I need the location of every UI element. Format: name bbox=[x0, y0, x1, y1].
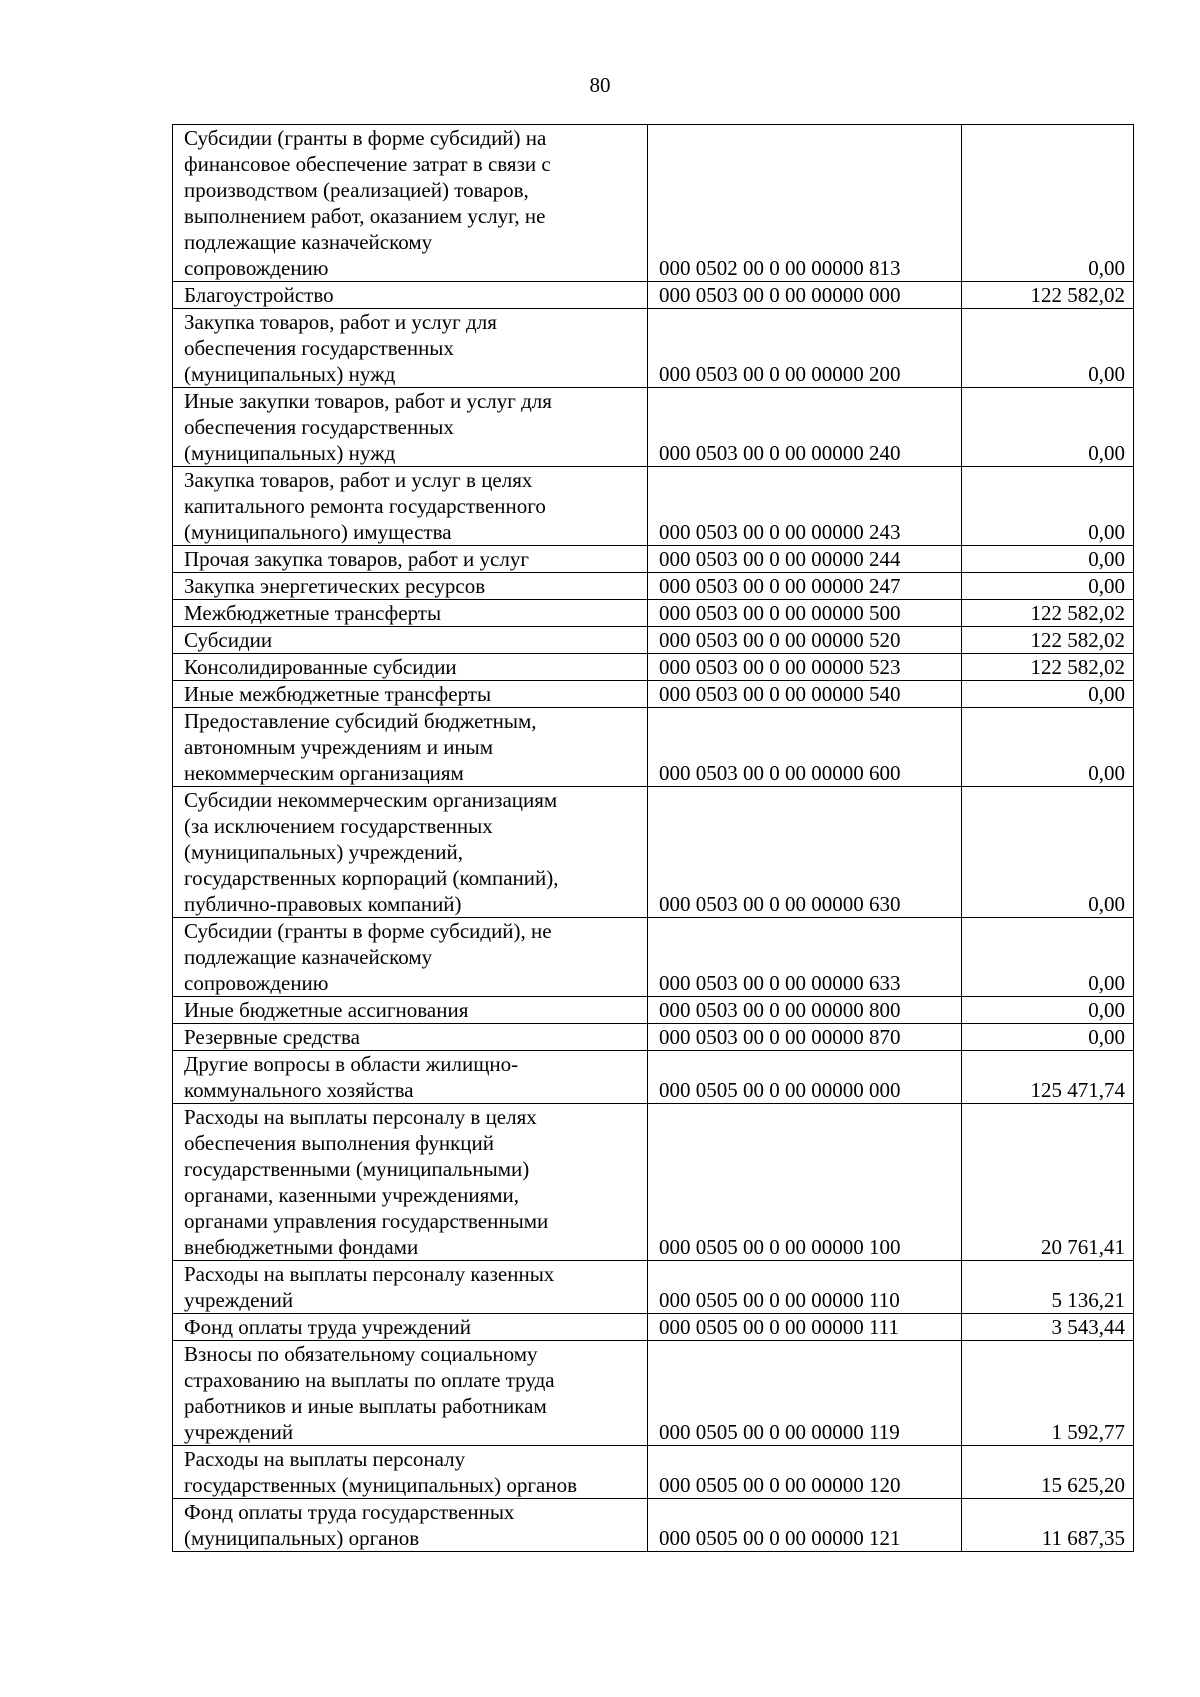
row-name-cell: Иные закупки товаров, работ и услуг для обеспечения государственных (муниципальных) нужд bbox=[173, 388, 648, 467]
table-body bbox=[173, 125, 1134, 1552]
row-amount-cell: 0,00 bbox=[962, 918, 1134, 997]
table-row bbox=[173, 125, 1134, 282]
row-amount-cell: 0,00 bbox=[962, 467, 1134, 546]
row-code-cell: 000 0503 00 0 00 00000 630 bbox=[648, 787, 962, 918]
row-amount-cell: 0,00 bbox=[962, 573, 1134, 600]
row-amount-cell: 0,00 bbox=[962, 546, 1134, 573]
table-row bbox=[173, 627, 1134, 654]
row-code-cell: 000 0503 00 0 00 00000 200 bbox=[648, 309, 962, 388]
table-row bbox=[173, 1024, 1134, 1051]
table-row bbox=[173, 309, 1134, 388]
row-code-cell: 000 0503 00 0 00 00000 247 bbox=[648, 573, 962, 600]
row-code-cell: 000 0503 00 0 00 00000 870 bbox=[648, 1024, 962, 1051]
page-number: 80 bbox=[589, 73, 611, 97]
row-amount-cell: 122 582,02 bbox=[962, 627, 1134, 654]
row-name-cell: Предоставление субсидий бюджетным, автономным учреждениям и иным некоммерческим организациям bbox=[173, 708, 648, 787]
row-amount-cell: 20 761,41 bbox=[962, 1104, 1134, 1261]
table-row bbox=[173, 1051, 1134, 1104]
row-code-cell: 000 0503 00 0 00 00000 633 bbox=[648, 918, 962, 997]
row-name-cell: Резервные средства bbox=[173, 1024, 648, 1051]
row-amount-cell: 15 625,20 bbox=[962, 1446, 1134, 1499]
row-code-cell: 000 0503 00 0 00 00000 500 bbox=[648, 600, 962, 627]
row-amount-cell: 11 687,35 bbox=[962, 1499, 1134, 1552]
row-amount-cell: 0,00 bbox=[962, 388, 1134, 467]
row-amount-cell: 0,00 bbox=[962, 997, 1134, 1024]
row-name-cell: Межбюджетные трансферты bbox=[173, 600, 648, 627]
row-amount-cell: 3 543,44 bbox=[962, 1314, 1134, 1341]
table-row bbox=[173, 787, 1134, 918]
row-name-cell: Другие вопросы в области жилищно- коммунального хозяйства bbox=[173, 1051, 648, 1104]
table-row bbox=[173, 282, 1134, 309]
row-code-cell: 000 0502 00 0 00 00000 813 bbox=[648, 125, 962, 282]
row-name-cell: Прочая закупка товаров, работ и услуг bbox=[173, 546, 648, 573]
row-name-cell: Консолидированные субсидии bbox=[173, 654, 648, 681]
row-code-cell: 000 0505 00 0 00 00000 120 bbox=[648, 1446, 962, 1499]
row-code-cell: 000 0505 00 0 00 00000 119 bbox=[648, 1341, 962, 1446]
row-amount-cell: 122 582,02 bbox=[962, 282, 1134, 309]
row-amount-cell: 0,00 bbox=[962, 708, 1134, 787]
table-row bbox=[173, 600, 1134, 627]
row-name-cell: Иные межбюджетные трансферты bbox=[173, 681, 648, 708]
row-code-cell: 000 0505 00 0 00 00000 000 bbox=[648, 1051, 962, 1104]
row-code-cell: 000 0503 00 0 00 00000 523 bbox=[648, 654, 962, 681]
table-row bbox=[173, 573, 1134, 600]
table-row bbox=[173, 388, 1134, 467]
row-name-cell: Субсидии (гранты в форме субсидий) на финансовое обеспечение затрат в связи с производством (реализацией) товаров, выполнением работ, оказанием услуг, не подлежащие казначейскому сопровождению bbox=[173, 125, 648, 282]
row-name-cell: Фонд оплаты труда государственных (муниципальных) органов bbox=[173, 1499, 648, 1552]
table-row bbox=[173, 997, 1134, 1024]
row-amount-cell: 0,00 bbox=[962, 681, 1134, 708]
row-amount-cell: 122 582,02 bbox=[962, 600, 1134, 627]
row-code-cell: 000 0503 00 0 00 00000 800 bbox=[648, 997, 962, 1024]
row-code-cell: 000 0503 00 0 00 00000 520 bbox=[648, 627, 962, 654]
row-code-cell: 000 0505 00 0 00 00000 121 bbox=[648, 1499, 962, 1552]
row-amount-cell: 1 592,77 bbox=[962, 1341, 1134, 1446]
table-row bbox=[173, 546, 1134, 573]
row-code-cell: 000 0503 00 0 00 00000 240 bbox=[648, 388, 962, 467]
row-code-cell: 000 0503 00 0 00 00000 600 bbox=[648, 708, 962, 787]
row-amount-cell: 5 136,21 bbox=[962, 1261, 1134, 1314]
row-name-cell: Расходы на выплаты персоналу в целях обеспечения выполнения функций государственными (муниципальными) органами, казенными учреждениями, органами управления государственными внебюджетными фондами bbox=[173, 1104, 648, 1261]
table-row bbox=[173, 1341, 1134, 1446]
row-code-cell: 000 0503 00 0 00 00000 000 bbox=[648, 282, 962, 309]
row-amount-cell: 0,00 bbox=[962, 125, 1134, 282]
row-amount-cell: 0,00 bbox=[962, 309, 1134, 388]
table-row bbox=[173, 1261, 1134, 1314]
table-row bbox=[173, 681, 1134, 708]
row-name-cell: Фонд оплаты труда учреждений bbox=[173, 1314, 648, 1341]
row-amount-cell: 0,00 bbox=[962, 1024, 1134, 1051]
table-row bbox=[173, 1104, 1134, 1261]
table-row bbox=[173, 467, 1134, 546]
row-amount-cell: 122 582,02 bbox=[962, 654, 1134, 681]
row-name-cell: Субсидии некоммерческим организациям (за исключением государственных (муниципальных) учреждений, государственных корпораций (компаний), публично-правовых компаний) bbox=[173, 787, 648, 918]
table-row bbox=[173, 918, 1134, 997]
table-row bbox=[173, 1314, 1134, 1341]
row-name-cell: Взносы по обязательному социальному страхованию на выплаты по оплате труда работников и иные выплаты работникам учреждений bbox=[173, 1341, 648, 1446]
row-code-cell: 000 0503 00 0 00 00000 244 bbox=[648, 546, 962, 573]
table-row bbox=[173, 708, 1134, 787]
row-code-cell: 000 0505 00 0 00 00000 100 bbox=[648, 1104, 962, 1261]
row-name-cell: Закупка товаров, работ и услуг в целях капитального ремонта государственного (муниципального) имущества bbox=[173, 467, 648, 546]
row-amount-cell: 125 471,74 bbox=[962, 1051, 1134, 1104]
row-name-cell: Расходы на выплаты персоналу государственных (муниципальных) органов bbox=[173, 1446, 648, 1499]
table-row bbox=[173, 654, 1134, 681]
row-amount-cell: 0,00 bbox=[962, 787, 1134, 918]
budget-expenditure-table bbox=[172, 124, 1134, 1552]
row-name-cell: Субсидии bbox=[173, 627, 648, 654]
row-code-cell: 000 0503 00 0 00 00000 243 bbox=[648, 467, 962, 546]
row-name-cell: Благоустройство bbox=[173, 282, 648, 309]
row-code-cell: 000 0505 00 0 00 00000 111 bbox=[648, 1314, 962, 1341]
row-name-cell: Закупка товаров, работ и услуг для обеспечения государственных (муниципальных) нужд bbox=[173, 309, 648, 388]
row-name-cell: Закупка энергетических ресурсов bbox=[173, 573, 648, 600]
row-code-cell: 000 0505 00 0 00 00000 110 bbox=[648, 1261, 962, 1314]
table-row bbox=[173, 1499, 1134, 1552]
row-name-cell: Субсидии (гранты в форме субсидий), не подлежащие казначейскому сопровождению bbox=[173, 918, 648, 997]
row-name-cell: Иные бюджетные ассигнования bbox=[173, 997, 648, 1024]
row-name-cell: Расходы на выплаты персоналу казенных учреждений bbox=[173, 1261, 648, 1314]
table-row bbox=[173, 1446, 1134, 1499]
row-code-cell: 000 0503 00 0 00 00000 540 bbox=[648, 681, 962, 708]
